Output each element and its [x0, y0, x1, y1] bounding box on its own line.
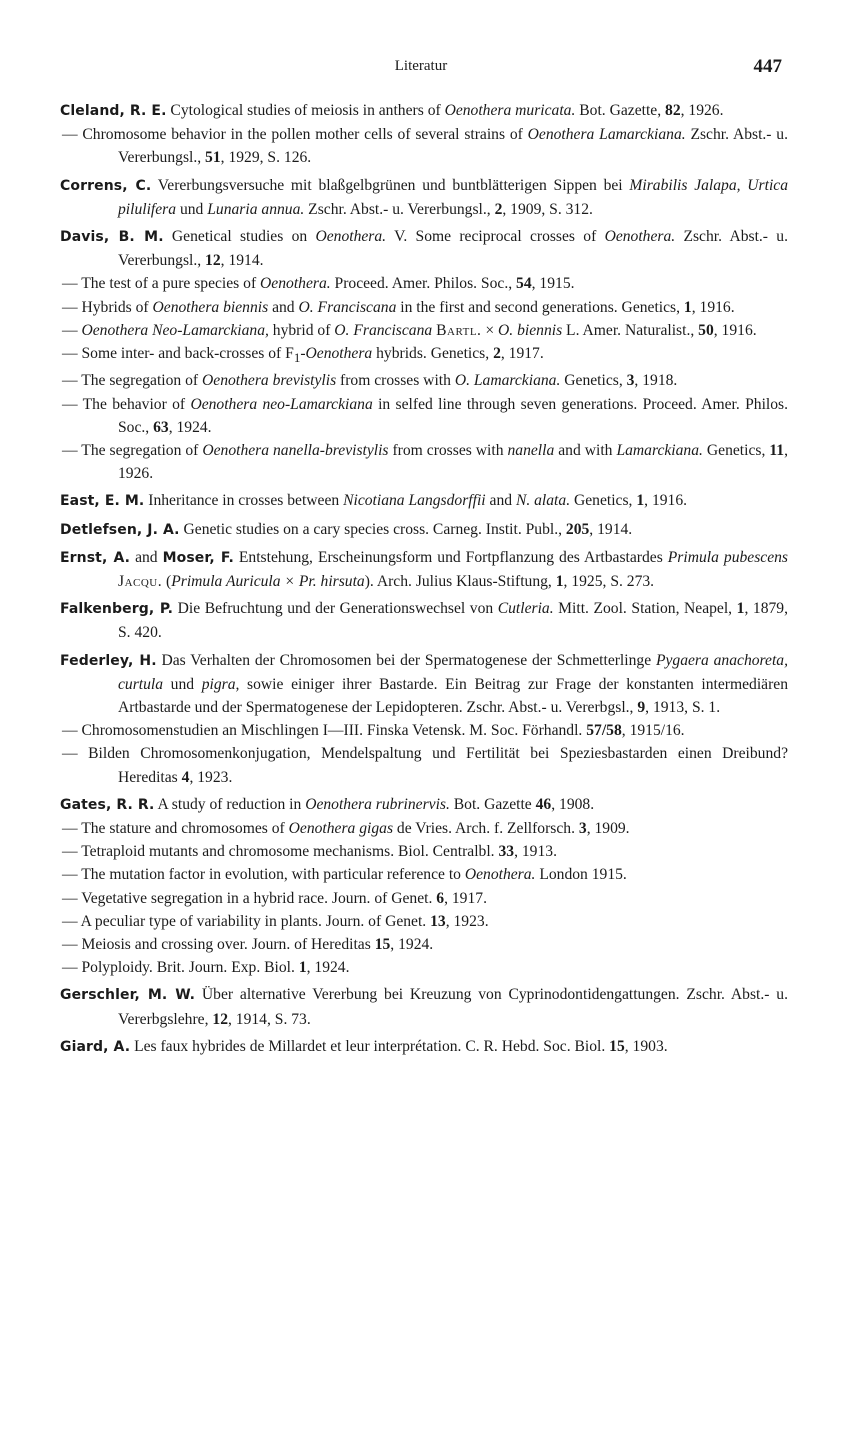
citation-text: Genetic studies on a cary species cross. Carneg. Instit. Publ.,: [183, 520, 566, 538]
italic-text: O. Lamarckiana.: [454, 372, 561, 390]
volume-number: 15: [374, 936, 391, 954]
italic-text: Oenothera gigas: [288, 820, 394, 837]
volume-number: 1: [736, 600, 745, 618]
volume-number: 2: [493, 345, 501, 363]
citation-text: , 1926.: [118, 441, 788, 483]
citation-text: Mitt. Zool. Station, Neapel,: [553, 600, 737, 618]
citation-text: Zschr. Abst.- u. Vererbungsl.,: [118, 126, 788, 167]
reference-entry: [60, 649, 788, 720]
citation-text: , 1917.: [500, 345, 544, 363]
italic-text: N. alata.: [515, 492, 571, 510]
volume-number: 33: [498, 843, 515, 861]
citation-text: , 1918.: [634, 372, 678, 390]
citation-text: in the first and second generations. Genetics,: [396, 298, 684, 316]
italic-text: O. biennis: [498, 321, 563, 339]
italic-text: Oenothera biennis: [152, 298, 269, 316]
author-name: Detlefsen, J. A.: [60, 521, 180, 538]
italic-text: Oenothera rubrinervis.: [305, 795, 450, 813]
italic-text: O. Franciscana: [334, 321, 433, 339]
author-name: Federley, H.: [60, 652, 157, 669]
volume-number: 54: [516, 275, 532, 293]
reference-entry: [60, 840, 788, 863]
citation-text: Cytological studies of meiosis in anthers of: [170, 102, 445, 119]
citation-text: Bot. Gazette,: [575, 102, 666, 119]
citation-text: — The stature and chromosomes of: [62, 820, 289, 837]
reference-entry: [60, 910, 788, 933]
citation-text: — Bilden Chromosomenkonjugation, Mendelspaltung und Fertilität bei Speziesbastarden einen Dreibund? Hereditas: [62, 745, 788, 786]
italic-text: Oenothera Lamarckiana.: [527, 126, 686, 144]
volume-number: 1: [636, 492, 645, 510]
author-joiner: and: [135, 548, 158, 566]
volume-number: 1: [298, 959, 307, 977]
citation-text: Bot. Gazette: [449, 795, 536, 813]
citation-text: , 1914.: [589, 520, 633, 538]
citation-text: , 1923.: [445, 912, 489, 930]
citation-text: L. Amer. Naturalist.,: [562, 321, 699, 339]
volume-number: 6: [436, 889, 445, 907]
volume-number: 13: [430, 912, 446, 930]
citation-text: und: [163, 675, 202, 693]
citation-text: , 1916.: [644, 492, 688, 510]
reference-entry: [60, 296, 788, 319]
reference-entry: [60, 123, 788, 169]
italic-text: Oenothera.: [260, 275, 331, 293]
citation-text: — Meiosis and crossing over. Journ. of Hereditas: [62, 936, 375, 954]
citation-text: — The segregation of: [62, 441, 203, 459]
citation-text: , 1929, S. 126.: [220, 149, 312, 167]
page-header: [60, 56, 782, 82]
volume-number: 4: [181, 768, 190, 786]
italic-text: Oenothera nanella-brevistylis: [202, 441, 389, 459]
citation-text: , 1924.: [390, 936, 434, 954]
citation-text: , 1924.: [306, 959, 350, 977]
citation-text: and: [268, 298, 299, 316]
citation-text: Genetical studies on: [171, 228, 316, 246]
citation-text: and with: [554, 441, 617, 459]
citation-text: —: [62, 321, 82, 339]
smallcaps-text: Bartl.: [436, 321, 482, 339]
reference-entry: [60, 319, 788, 342]
citation-text: Entstehung, Erscheinungsform und Fortpflanzung des Artbastardes: [238, 548, 668, 566]
citation-text: — Hybrids of: [62, 298, 153, 316]
citation-text: from crosses with: [388, 441, 508, 459]
citation-text: de Vries. Arch. f. Zellforsch.: [393, 820, 579, 837]
reference-entry: [60, 863, 788, 886]
reference-entry: [60, 597, 788, 644]
citation-text: in selfed line through seven generations. Proceed. Amer. Philos. Soc.,: [118, 395, 788, 436]
italic-text: Primula Auricula × Pr. hirsuta: [171, 572, 365, 590]
citation-text: , 1908.: [551, 795, 595, 813]
citation-text: from crosses with: [336, 372, 455, 390]
reference-entry: [60, 983, 788, 1030]
citation-text: , 1903.: [624, 1037, 668, 1055]
italic-text: Oenothera.: [315, 228, 387, 246]
citation-text: , 1913, S. 1.: [645, 698, 721, 716]
page-number: 447: [753, 56, 782, 77]
running-head: Literatur: [394, 58, 448, 74]
citation-text: — Some inter- and back-crosses of F: [62, 345, 294, 363]
citation-text: Vererbungsversuche mit blaßgelbgrünen und buntblätterigen Sippen bei: [157, 176, 630, 194]
citation-text: (: [162, 572, 172, 590]
citation-text: , 1916.: [713, 321, 757, 339]
citation-text: ). Arch. Julius Klaus-Stiftung,: [364, 572, 556, 590]
citation-text: Les faux hybrides de Millardet et leur interprétation. C. R. Hebd. Soc. Biol.: [134, 1037, 610, 1055]
volume-number: 1: [683, 298, 692, 316]
italic-text: Cutleria.: [497, 600, 554, 618]
reference-entry: [60, 933, 788, 956]
author-name: Davis, B. M.: [60, 229, 164, 246]
smallcaps-text: Jacqu.: [118, 572, 163, 590]
citation-text: , 1909.: [586, 820, 630, 837]
author-name: Moser, F.: [162, 549, 234, 566]
citation-text: Inheritance in crosses between: [148, 492, 344, 510]
italic-text: Lunaria annua.: [207, 200, 305, 218]
citation-text: , 1914.: [220, 252, 264, 270]
italic-text: Oenothera: [305, 345, 373, 363]
reference-entry: [60, 546, 788, 593]
citation-text: Das Verhalten der Chromosomen bei der Spermatogenese der Schmetterlinge: [161, 651, 656, 669]
author-name: Gates, R. R.: [60, 796, 155, 813]
italic-text: Oenothera.: [604, 228, 676, 246]
citation-text: Genetics,: [570, 492, 637, 510]
volume-number: 12: [212, 1010, 228, 1028]
citation-text: , 1925, S. 273.: [563, 572, 655, 590]
citation-text: Genetics,: [560, 372, 627, 390]
volume-number: 51: [205, 149, 221, 167]
citation-text: Proceed. Amer. Philos. Soc.,: [330, 275, 517, 293]
volume-number: 82: [665, 102, 681, 119]
citation-text: A study of reduction in: [157, 795, 306, 813]
citation-text: sowie einiger ihrer Bastarde. Ein Beitrag zur Frage der konstanten intermediären Artbastarde und der Spermatogenese der Lepidopteren. Zschr. Abst.- u. Vererbgsl.,: [118, 675, 789, 716]
citation-text: — Chromosomenstudien an Mischlingen I—III. Finska Vetensk. M. Soc. Förhandl.: [62, 722, 587, 740]
citation-text: — The test of a pure species of: [62, 275, 261, 293]
citation-text: V. Some reciprocal crosses of: [386, 228, 605, 246]
citation-text: hybrid of: [268, 321, 335, 339]
author-name: Gerschler, M. W.: [60, 987, 196, 1004]
citation-text: , 1917.: [444, 889, 487, 907]
author-name: Giard, A.: [60, 1038, 131, 1055]
volume-number: 3: [626, 372, 635, 390]
citation-text: , 1879, S. 420.: [118, 600, 788, 642]
italic-text: Oenothera muricata.: [444, 102, 576, 119]
volume-number: 205: [565, 520, 590, 538]
volume-number: 9: [637, 698, 646, 716]
citation-text: , 1915/16.: [621, 722, 685, 740]
reference-entry: [60, 1035, 788, 1059]
volume-number: 63: [153, 418, 169, 436]
italic-text: Oenothera Neo-Lamarckiana,: [81, 321, 269, 339]
reference-entry: [60, 793, 788, 817]
citation-text: — Vegetative segregation in a hybrid race. Journ. of Genet.: [62, 889, 437, 907]
italic-text: Mirabilis Jalapa, Urtica pilulifera: [118, 176, 789, 218]
italic-text: Oenothera.: [464, 866, 536, 884]
volume-number: 1: [555, 572, 564, 590]
reference-entry: [60, 225, 788, 272]
italic-text: nanella: [507, 441, 555, 459]
citation-text: , 1913.: [514, 843, 557, 861]
volume-number: 2: [494, 200, 503, 218]
reference-entry: [60, 742, 788, 788]
author-name: Falkenberg, P.: [60, 601, 174, 618]
volume-number: 3: [578, 820, 587, 837]
italic-text: Primula pubescens: [667, 548, 788, 566]
volume-number: 46: [535, 795, 552, 813]
reference-entry: [60, 518, 788, 542]
reference-entry: [60, 817, 788, 840]
citation-text: und: [176, 200, 208, 218]
italic-text: Oenothera neo-Lamarckiana: [190, 395, 373, 413]
reference-list: [60, 99, 788, 1059]
reference-entry: [60, 369, 788, 392]
citation-text: Zschr. Abst.- u. Vererbungsl.,: [118, 228, 788, 270]
citation-text: , 1909, S. 312.: [502, 200, 593, 218]
citation-text: — The mutation factor in evolution, with particular reference to: [62, 866, 465, 884]
italic-text: Nicotiana Langsdorffii: [343, 492, 486, 510]
reference-entry: [60, 342, 788, 369]
citation-text: — Polyploidy. Brit. Journ. Exp. Biol.: [62, 959, 299, 977]
volume-number: 11: [769, 441, 785, 459]
volume-number: 50: [698, 321, 714, 339]
citation-text: , 1915.: [531, 275, 575, 293]
reference-entry: [60, 489, 788, 513]
citation-text: London 1915.: [535, 866, 627, 884]
reference-entry: [60, 99, 788, 123]
citation-text: Über alternative Vererbung bei Kreuzung von Cyprinodontidengattungen. Zschr. Abst.- u. Vererbgslehre,: [118, 986, 788, 1028]
italic-text: Pygaera anachoreta, curtula: [118, 651, 788, 693]
reference-entry: [60, 272, 788, 295]
citation-text: Zschr. Abst.- u. Vererbungsl.,: [304, 200, 495, 218]
volume-number: 57/58: [586, 722, 622, 740]
author-name: Correns, C.: [60, 177, 152, 194]
author-name: Ernst, A.: [60, 549, 131, 566]
citation-text: Genetics,: [702, 441, 770, 459]
italic-text: pigra,: [201, 675, 240, 693]
reference-entry: [60, 719, 788, 742]
citation-text: ×: [481, 321, 499, 339]
citation-text: -: [300, 345, 306, 363]
citation-text: — Tetraploid mutants and chromosome mechanisms. Biol. Centralbl.: [62, 843, 499, 861]
author-name: Cleland, R. E.: [60, 103, 167, 119]
citation-text: — A peculiar type of variability in plants. Journ. of Genet.: [62, 912, 431, 930]
reference-entry: [60, 174, 788, 221]
citation-text: — Chromosome behavior in the pollen mother cells of several strains of: [62, 126, 528, 144]
citation-text: hybrids. Genetics,: [372, 345, 494, 363]
volume-number: 12: [205, 252, 221, 270]
citation-text: , 1923.: [189, 768, 233, 786]
reference-entry: [60, 956, 788, 979]
volume-number: 15: [609, 1037, 625, 1055]
citation-text: , 1926.: [680, 102, 724, 119]
reference-entry: [60, 887, 788, 910]
italic-text: Lamarckiana.: [616, 441, 703, 459]
subscript-text: 1: [293, 350, 301, 366]
citation-text: and: [485, 492, 516, 510]
reference-entry: [60, 393, 788, 439]
citation-text: — The segregation of: [62, 372, 203, 390]
reference-entry: [60, 439, 788, 485]
citation-text: Die Befruchtung und der Generationswechsel von: [177, 600, 498, 618]
italic-text: O. Franciscana: [298, 298, 397, 316]
italic-text: Oenothera brevistylis: [202, 372, 337, 390]
citation-text: , 1914, S. 73.: [227, 1010, 311, 1028]
citation-text: — The behavior of: [62, 395, 191, 413]
citation-text: , 1924.: [168, 418, 212, 436]
citation-text: , 1916.: [691, 298, 735, 316]
author-name: East, E. M.: [60, 493, 145, 510]
